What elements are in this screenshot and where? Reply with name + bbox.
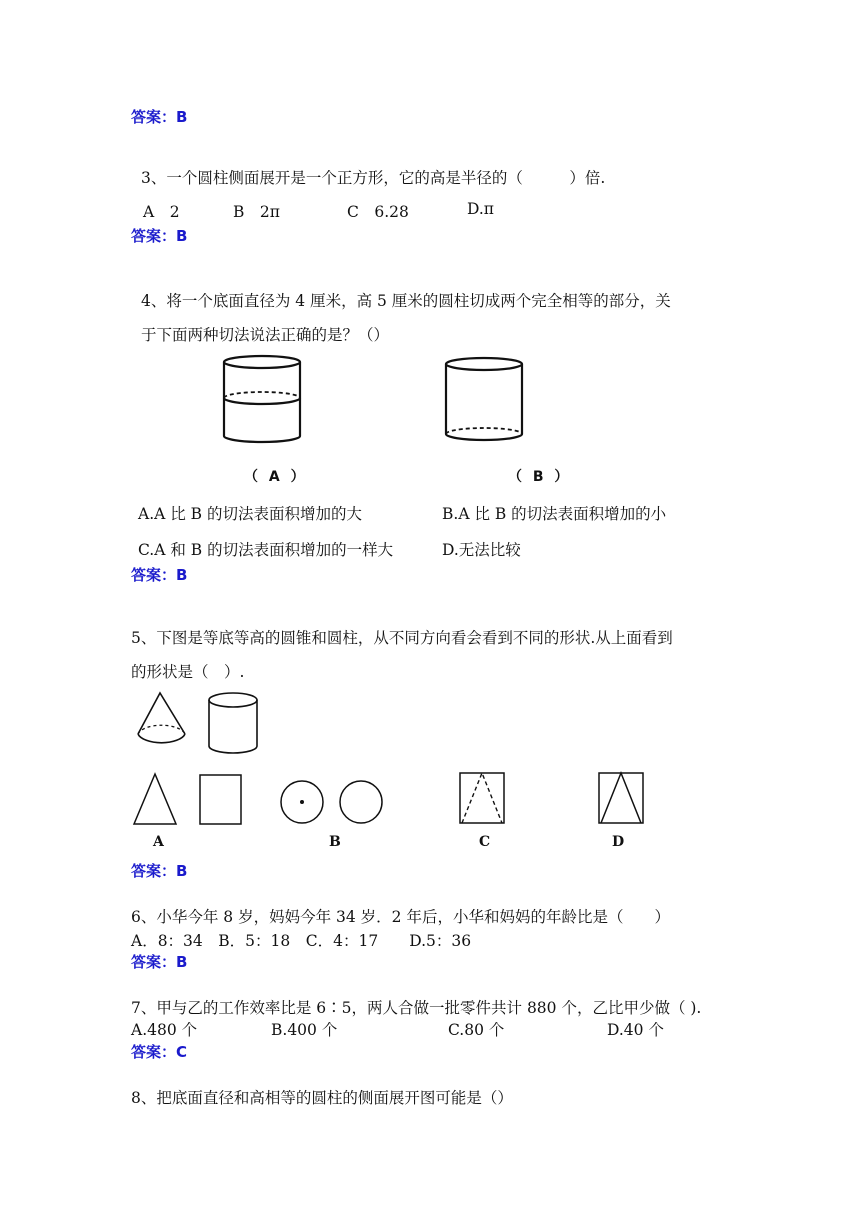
q5-option-a-label: A: [153, 834, 164, 850]
q7-option-d: D.40 个: [607, 1021, 664, 1039]
q5-option-d-figure: [597, 770, 647, 826]
question-6-stem: 6、小华今年 8 岁，妈妈今年 34 岁．2 年后，小华和妈妈的年龄比是（ ）: [131, 908, 670, 926]
q4-option-b: B.A 比 B 的切法表面积增加的小: [442, 505, 667, 523]
question-8-stem: 8、把底面直径和高相等的圆柱的侧面展开图可能是（）: [131, 1089, 513, 1107]
figure-label-a: （ A ）: [244, 469, 308, 485]
answer-q2: 答案：B: [131, 108, 188, 126]
cone-and-cylinder-figure: [135, 690, 265, 760]
q4-option-c: C.A 和 B 的切法表面积增加的一样大: [138, 541, 394, 559]
q6-options: A．8：34 B．5：18 C．4：17 D.5：36: [131, 932, 472, 950]
q5-option-d-label: D: [612, 834, 625, 850]
answer-q3: 答案：B: [131, 227, 188, 245]
question-4-stem-line2: 于下面两种切法说法正确的是？（）: [141, 326, 390, 344]
question-5-stem-line1: 5、下图是等底等高的圆锥和圆柱，从不同方向看会看到不同的形状.从上面看到: [131, 629, 673, 647]
q7-option-b: B.400 个: [271, 1021, 338, 1039]
figure-label-b: （ B ）: [508, 469, 572, 485]
q7-option-c: C.80 个: [448, 1021, 505, 1039]
question-4-stem-line1: 4、将一个底面直径为 4 厘米，高 5 厘米的圆柱切成两个完全相等的部分，关: [141, 292, 671, 310]
q5-option-b-label: B: [329, 834, 341, 850]
q3-option-d: D.π: [467, 200, 494, 218]
question-5-stem-line2: 的形状是（ ）.: [131, 663, 245, 681]
q4-option-a: A.A 比 B 的切法表面积增加的大: [138, 505, 362, 523]
q5-option-c-figure: [458, 770, 508, 826]
q5-option-a-figure: [132, 772, 247, 828]
cylinder-horizontal-cut-figure: [218, 352, 308, 448]
q7-option-a: A.480 个: [131, 1021, 198, 1039]
q4-option-d: D.无法比较: [442, 541, 521, 559]
q3-option-a: A 2: [143, 203, 180, 221]
answer-q5: 答案：B: [131, 862, 188, 880]
q5-option-b-figure: [280, 778, 386, 830]
answer-q4: 答案：B: [131, 566, 188, 584]
q3-option-b: B 2π: [233, 203, 280, 221]
answer-q6: 答案：B: [131, 953, 188, 971]
cylinder-b-figure: [438, 352, 530, 448]
answer-q7: 答案：C: [131, 1043, 188, 1061]
question-7-stem: 7、甲与乙的工作效率比是 6∶5，两人合做一批零件共计 880 个，乙比甲少做（ ).: [131, 999, 702, 1017]
question-3-stem: 3、一个圆柱侧面展开是一个正方形，它的高是半径的（ ）倍.: [141, 169, 606, 187]
q3-option-c: C 6.28: [347, 203, 409, 221]
q5-option-c-label: C: [479, 834, 491, 850]
